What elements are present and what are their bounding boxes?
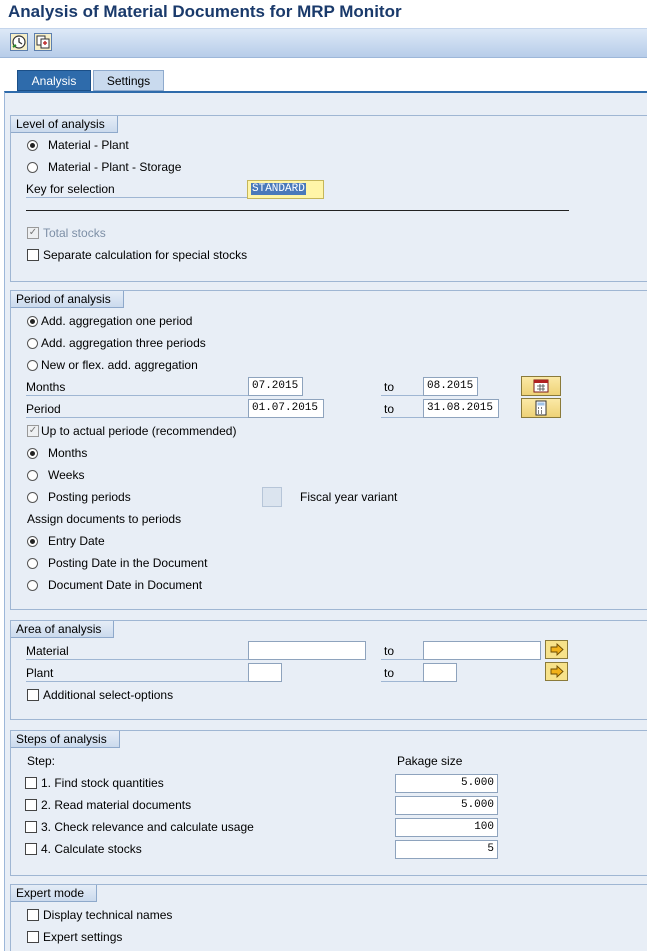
assign-documents-label: Assign documents to periods [27, 512, 182, 526]
radio-label: Posting Date in the Document [48, 556, 208, 570]
radio-flex-aggregation[interactable] [27, 360, 38, 371]
tab-analysis[interactable]: Analysis [17, 70, 91, 91]
step-3-checkbox[interactable] [25, 821, 37, 833]
radio-material-plant[interactable] [27, 140, 38, 151]
total-stocks-checkbox: ✓ [28, 227, 38, 238]
calculator-icon[interactable] [521, 398, 561, 418]
execute-icon[interactable] [10, 33, 28, 51]
expert-settings-label: Expert settings [43, 930, 123, 944]
material-label: Material [26, 643, 248, 660]
period-to-input[interactable]: 31.08.2015 [423, 399, 499, 418]
radio-aggregation-three-periods[interactable] [27, 338, 38, 349]
package-size-header: Pakage size [397, 754, 463, 768]
step-4-checkbox[interactable] [25, 843, 37, 855]
radio-label: New or flex. add. aggregation [41, 358, 198, 372]
separate-calculation-label: Separate calculation for special stocks [43, 248, 248, 262]
radio-weeks[interactable] [27, 470, 38, 481]
up-to-actual-label: Up to actual periode (recommended) [41, 424, 237, 438]
radio-label: Weeks [48, 468, 85, 482]
months-from-input[interactable]: 07.2015 [248, 377, 303, 396]
radio-entry-date[interactable] [27, 536, 38, 547]
group-title: Expert mode [11, 885, 97, 902]
step-label: 4. Calculate stocks [41, 842, 142, 856]
months-to-input[interactable]: 08.2015 [423, 377, 478, 396]
tab-settings[interactable]: Settings [93, 70, 164, 91]
radio-label: Add. aggregation one period [41, 314, 193, 328]
package-size-input[interactable]: 5.000 [395, 796, 498, 815]
additional-select-options-label: Additional select-options [43, 688, 174, 702]
period-from-input[interactable]: 01.07.2015 [248, 399, 324, 418]
application-toolbar [0, 28, 647, 58]
step-label: 1. Find stock quantities [41, 776, 164, 790]
separator-line [26, 210, 569, 211]
radio-label: Material - Plant [48, 138, 129, 152]
arrow-right-icon[interactable] [545, 640, 568, 659]
package-size-input[interactable]: 100 [395, 818, 498, 837]
material-from-input[interactable] [248, 641, 366, 660]
to-label: to [381, 379, 423, 396]
radio-label: Add. aggregation three periods [41, 336, 206, 350]
step-1-checkbox[interactable] [25, 777, 37, 789]
display-technical-names-label: Display technical names [43, 908, 173, 922]
radio-posting-periods[interactable] [27, 492, 38, 503]
plant-to-input[interactable] [423, 663, 457, 682]
copy-icon[interactable] [34, 33, 52, 51]
months-label: Months [26, 379, 248, 396]
additional-select-options-checkbox[interactable] [27, 689, 39, 701]
calendar-icon[interactable] [521, 376, 561, 396]
radio-aggregation-one-period[interactable] [27, 316, 38, 327]
to-label: to [381, 643, 423, 660]
fiscal-year-variant-label: Fiscal year variant [300, 490, 398, 504]
group-title: Level of analysis [11, 116, 118, 133]
radio-label: Months [48, 446, 88, 460]
step-label: 2. Read material documents [41, 798, 192, 812]
key-for-selection-input[interactable]: STANDARD [247, 180, 324, 199]
period-label: Period [26, 401, 248, 418]
material-to-input[interactable] [423, 641, 541, 660]
radio-material-plant-storage[interactable] [27, 162, 38, 173]
radio-label: Document Date in Document [48, 578, 203, 592]
display-technical-names-checkbox[interactable] [27, 909, 39, 921]
group-title: Period of analysis [11, 291, 124, 308]
group-title: Steps of analysis [11, 731, 120, 748]
tab-strip [0, 70, 647, 92]
plant-label: Plant [26, 665, 248, 682]
to-label: to [381, 665, 423, 682]
step-header: Step: [27, 754, 56, 768]
plant-from-input[interactable] [248, 663, 282, 682]
fiscal-year-variant-input[interactable] [262, 487, 282, 507]
package-size-input[interactable]: 5.000 [395, 774, 498, 793]
step-2-checkbox[interactable] [25, 799, 37, 811]
up-to-actual-checkbox: ✓ [28, 425, 38, 436]
radio-document-date[interactable] [27, 580, 38, 591]
radio-posting-date[interactable] [27, 558, 38, 569]
group-title: Area of analysis [11, 621, 114, 638]
page-title: Analysis of Material Documents for MRP Monitor [8, 2, 402, 21]
separate-calculation-checkbox[interactable] [27, 249, 39, 261]
radio-label: Material - Plant - Storage [48, 160, 182, 174]
step-label: 3. Check relevance and calculate usage [41, 820, 254, 834]
expert-settings-checkbox[interactable] [27, 931, 39, 943]
total-stocks-label: Total stocks [43, 226, 106, 240]
package-size-input[interactable]: 5 [395, 840, 498, 859]
key-for-selection-label: Key for selection [26, 181, 248, 198]
arrow-right-icon[interactable] [545, 662, 568, 681]
radio-label: Posting periods [48, 490, 131, 504]
radio-label: Entry Date [48, 534, 105, 548]
radio-months[interactable] [27, 448, 38, 459]
to-label: to [381, 401, 423, 418]
